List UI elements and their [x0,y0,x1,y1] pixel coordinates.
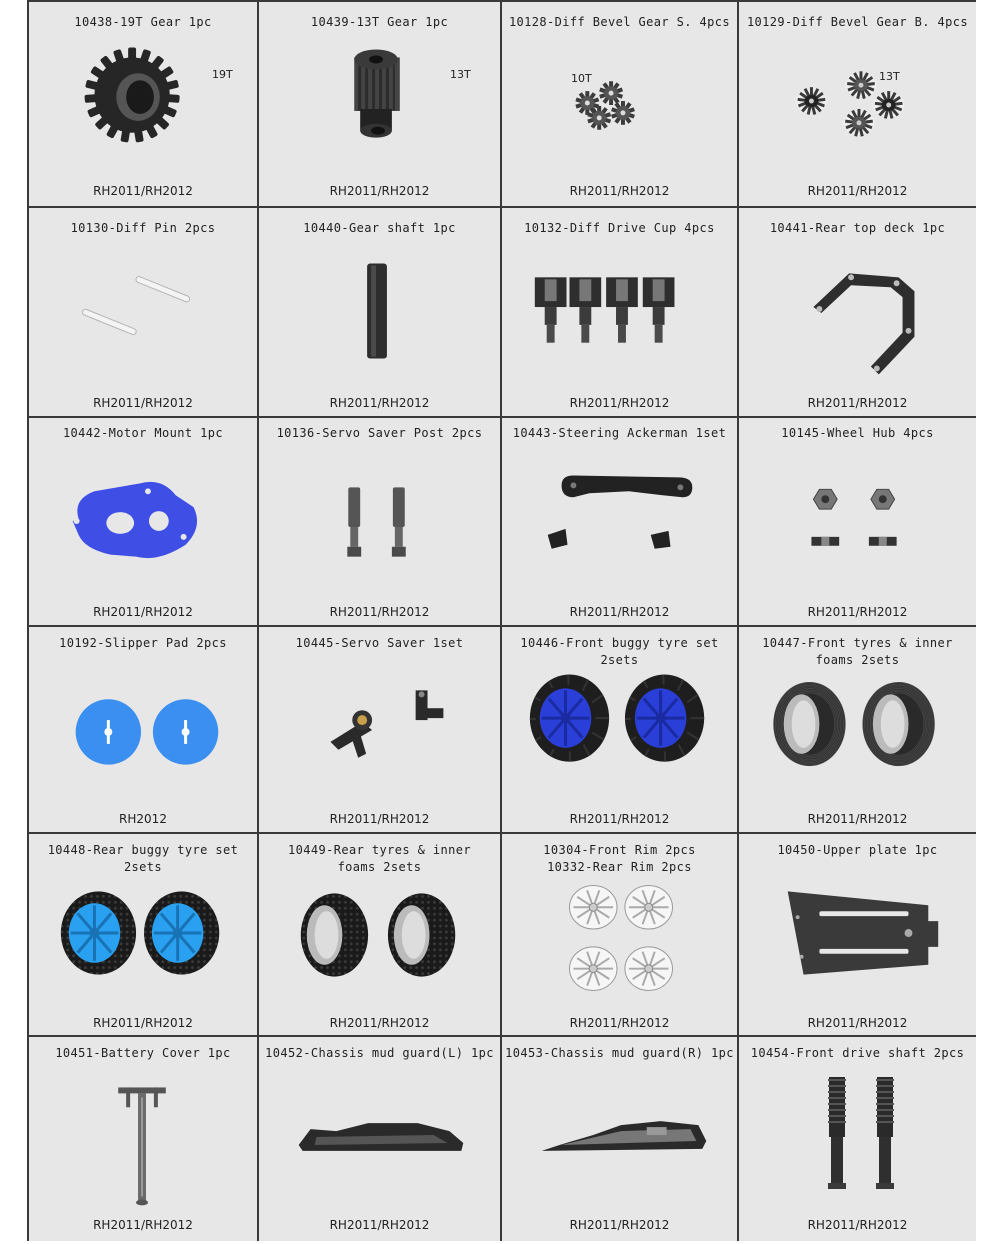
part-title: 10136-Servo Saver Post 2pcs [276,426,483,440]
part-title: 10441-Rear top deck 1pc [769,221,946,235]
part-title: 10445-Servo Saver 1set [295,636,464,650]
part-title: 10447-Front tyres & inner foams 2sets [762,636,953,667]
parts-grid [27,0,976,1241]
part-cell [739,208,976,418]
tooth-count-label: 13T [879,70,900,83]
model-compatibility: RH2011/RH2012 [93,1218,193,1232]
part-cell [502,418,739,627]
tooth-count-label: 19T [212,68,233,81]
model-compatibility: RH2011/RH2012 [93,605,193,619]
part-title: 10145-Wheel Hub 4pcs [781,426,934,440]
part-cell [259,834,502,1037]
part-title: 10192-Slipper Pad 2pcs [59,636,227,650]
model-compatibility: RH2011/RH2012 [569,1016,670,1030]
model-compatibility: RH2011/RH2012 [807,184,908,198]
part-cell [29,418,259,627]
model-compatibility: RH2011/RH2012 [329,1016,430,1030]
model-compatibility: RH2011/RH2012 [569,184,670,198]
part-title: 10129-Diff Bevel Gear B. 4pcs [746,15,969,29]
part-cell [739,834,976,1037]
model-compatibility: RH2011/RH2012 [807,605,908,619]
part-title: 10132-Diff Drive Cup 4pcs [524,221,715,235]
part-cell [29,1037,259,1241]
tooth-count-label: 13T [450,68,471,81]
part-cell [739,1037,976,1241]
part-cell [502,1037,739,1241]
part-cell [259,2,502,208]
part-title: 10442-Motor Mount 1pc [62,426,224,440]
model-compatibility: RH2011/RH2012 [807,1016,908,1030]
model-compatibility: RH2011/RH2012 [569,1218,670,1232]
part-cell [739,418,976,627]
part-title: 10448-Rear buggy tyre set 2sets [47,843,239,874]
model-compatibility: RH2011/RH2012 [807,396,908,410]
model-compatibility: RH2011/RH2012 [329,396,430,410]
model-compatibility: RH2011/RH2012 [93,1016,193,1030]
model-compatibility: RH2011/RH2012 [329,184,430,198]
part-cell [29,834,259,1037]
part-cell [29,2,259,208]
model-compatibility: RH2011/RH2012 [93,184,193,198]
part-title: 10446-Front buggy tyre set 2sets [520,636,719,667]
part-cell [739,2,976,208]
part-title: 10128-Diff Bevel Gear S. 4pcs [508,15,731,29]
model-compatibility: RH2011/RH2012 [569,812,670,826]
part-cell [259,1037,502,1241]
part-title: 10454-Front drive shaft 2pcs [750,1046,965,1060]
model-compatibility: RH2011/RH2012 [807,812,908,826]
part-cell [502,834,739,1037]
model-compatibility: RH2011/RH2012 [329,1218,430,1232]
part-title: 10450-Upper plate 1pc [777,843,938,857]
part-cell [29,208,259,418]
part-cell [502,627,739,834]
part-cell [259,208,502,418]
model-compatibility: RH2012 [119,812,167,826]
part-title: 10130-Diff Pin 2pcs [70,221,216,235]
part-cell [259,418,502,627]
model-compatibility: RH2011/RH2012 [329,605,430,619]
part-cell [29,627,259,834]
model-compatibility: RH2011/RH2012 [807,1218,908,1232]
part-cell [502,2,739,208]
part-cell [502,208,739,418]
part-title: 10453-Chassis mud guard(R) 1pc [505,1046,734,1060]
model-compatibility: RH2011/RH2012 [93,396,193,410]
model-compatibility: RH2011/RH2012 [569,396,670,410]
part-cell [259,627,502,834]
part-title: 10451-Battery Cover 1pc [55,1046,231,1060]
part-title: 10449-Rear tyres & inner foams 2sets [288,843,471,874]
model-compatibility: RH2011/RH2012 [329,812,430,826]
part-title: 10443-Steering Ackerman 1set [512,426,727,440]
tooth-count-label: 10T [571,72,592,85]
part-title: 10452-Chassis mud guard(L) 1pc [265,1046,494,1060]
part-title: 10304-Front Rim 2pcs 10332-Rear Rim 2pcs [543,843,696,874]
part-title: 10439-13T Gear 1pc [310,15,449,29]
part-title: 10438-19T Gear 1pc [74,15,212,29]
part-title: 10440-Gear shaft 1pc [303,221,456,235]
part-cell [739,627,976,834]
model-compatibility: RH2011/RH2012 [569,605,670,619]
